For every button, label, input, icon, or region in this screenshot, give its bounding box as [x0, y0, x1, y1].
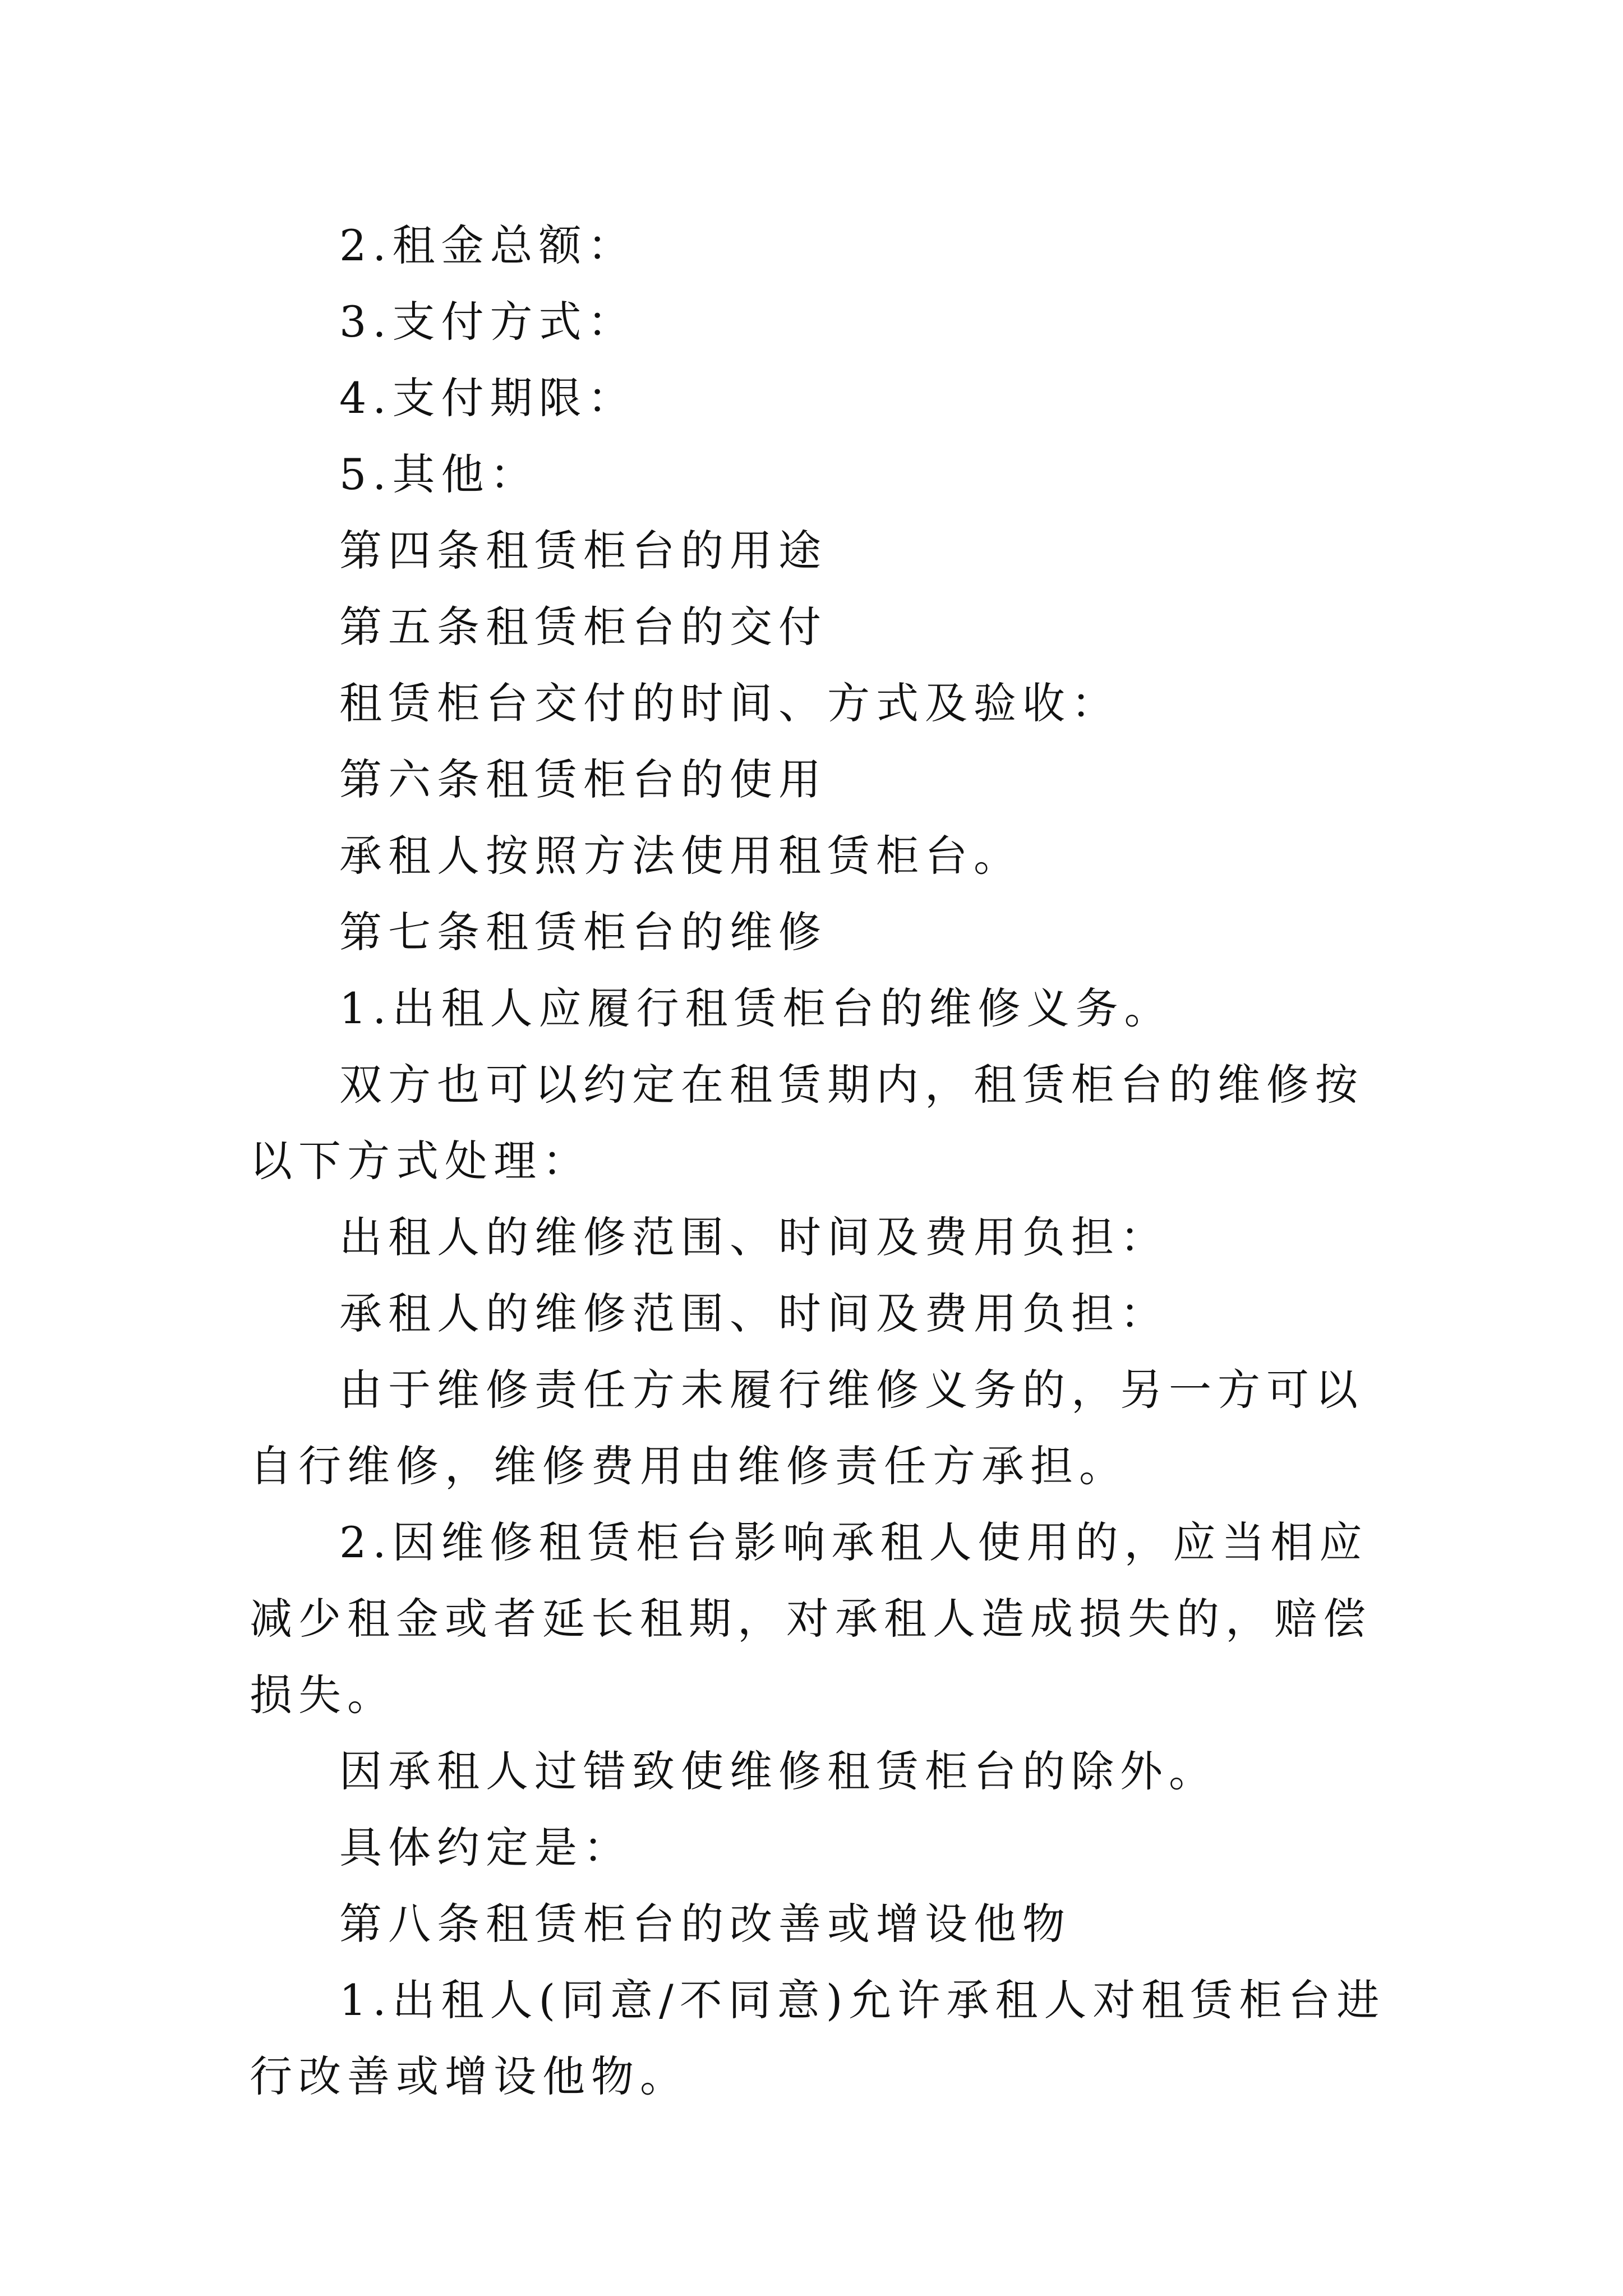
article-6-heading: 第六条租赁柜台的使用	[339, 754, 827, 804]
maintenance-agreement: 双方也可以约定在租赁期内，租赁柜台的维修按以下方式处理：	[250, 1060, 1364, 1186]
usage-terms: 承租人按照方法使用租赁柜台。	[339, 831, 1022, 881]
article-4-heading: 第四条租赁柜台的用途	[339, 526, 827, 576]
lessor-maintenance: 出租人的维修范围、时间及费用负担：	[339, 1212, 1169, 1262]
item-total-rent: 2.租金总额：	[339, 220, 637, 270]
improvement-clause-1: 1.出租人(同意/不同意)允许承租人对租赁柜台进行改善或增设他物。	[250, 1975, 1386, 2101]
item-payment-term: 4.支付期限：	[339, 373, 637, 423]
item-payment-method: 3.支付方式：	[339, 297, 637, 347]
delivery-terms: 租赁柜台交付的时间、方式及验收：	[339, 678, 1120, 728]
lessee-maintenance: 承租人的维修范围、时间及费用负担：	[339, 1289, 1169, 1338]
article-5-heading: 第五条租赁柜台的交付	[339, 602, 827, 652]
maintenance-clause-1: 1.出租人应履行租赁柜台的维修义务。	[339, 983, 1173, 1033]
article-8-heading: 第八条租赁柜台的改善或增设他物	[339, 1899, 1071, 1949]
maintenance-exception: 因承租人过错致使维修租赁柜台的除外。	[339, 1746, 1218, 1796]
maintenance-default: 由于维修责任方未履行维修义务的，另一方可以自行维修，维修费用由维修责任方承担。	[250, 1365, 1364, 1491]
specific-agreement: 具体约定是：	[339, 1823, 632, 1872]
maintenance-clause-2: 2.因维修租赁柜台影响承租人使用的，应当相应减少租金或者延长租期，对承租人造成损失的，赔偿损失。	[250, 1517, 1372, 1720]
item-other: 5.其他：	[339, 449, 539, 499]
document-body	[250, 208, 1388, 2115]
article-7-heading: 第七条租赁柜台的维修	[339, 907, 827, 957]
